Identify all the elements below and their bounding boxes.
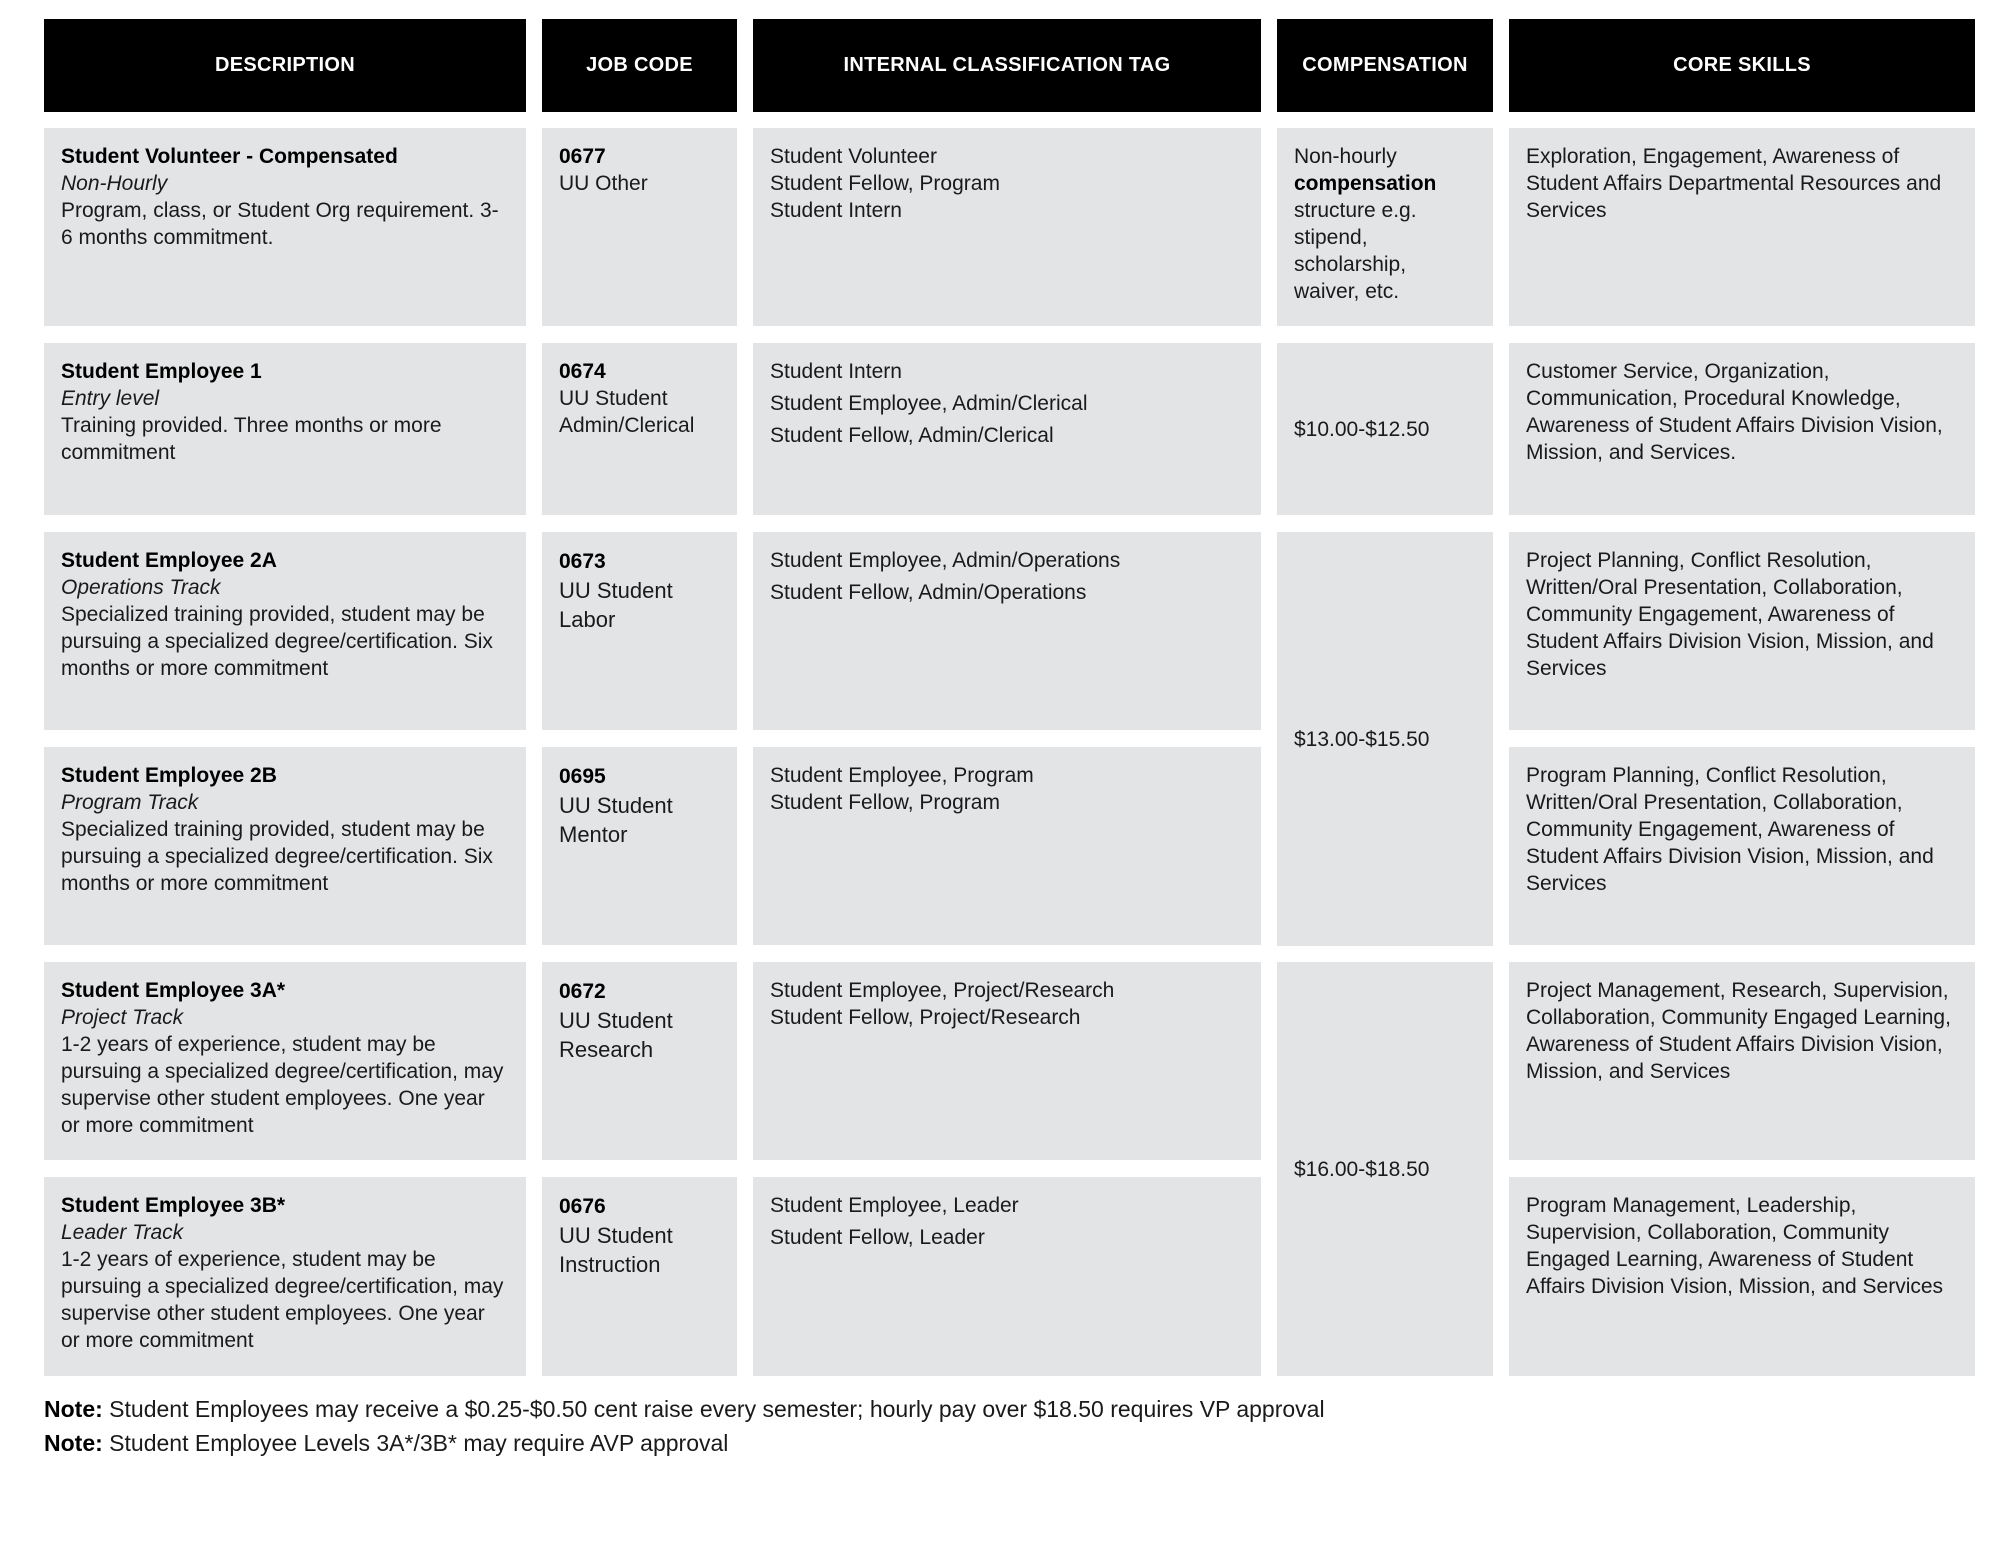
classification-tag: Student Fellow, Admin/Operations: [770, 581, 1087, 604]
classification-tag: Student Employee, Leader: [770, 1194, 1019, 1217]
job-code: 0673: [559, 550, 606, 573]
description-cell: [44, 532, 526, 730]
role-track: Program Track: [61, 791, 199, 814]
role-title: Student Volunteer - Compensated: [61, 145, 398, 168]
classification-cell: [753, 1177, 1261, 1376]
note-line: [44, 1430, 728, 1457]
classification-cell: [753, 962, 1261, 1160]
classification-tag: Student Volunteer: [770, 145, 937, 168]
core-skills-cell: [1509, 962, 1975, 1160]
job-code-label: UU Student Instruction: [559, 1223, 673, 1277]
description-cell: [44, 343, 526, 515]
role-track: Operations Track: [61, 576, 221, 599]
classification-tag: Student Fellow, Project/Research: [770, 1006, 1081, 1029]
job-code-cell: [542, 1177, 737, 1376]
job-code-label: UU Student Labor: [559, 578, 673, 632]
role-track: Leader Track: [61, 1221, 184, 1244]
compensation-cell: [1277, 343, 1493, 515]
job-code-cell: [542, 532, 737, 730]
classification-tag: Student Fellow, Admin/Clerical: [770, 424, 1054, 447]
classification-tag: Student Fellow, Program: [770, 791, 1000, 814]
compensation-range: $10.00-$12.50: [1294, 417, 1430, 441]
classification-tag: Student Fellow, Program: [770, 172, 1000, 195]
core-skills-cell: [1509, 1177, 1975, 1376]
job-code-label: UU Other: [559, 172, 648, 195]
core-skills-text: Program Management, Leadership, Supervision, Collaboration, Community Engaged Learning, Awareness of Student Affairs Division Vision, Mission, and Services: [1526, 1194, 1944, 1298]
compensation-range: $13.00-$15.50: [1294, 727, 1430, 751]
header-compensation: COMPENSATION: [1277, 19, 1493, 112]
note-label: Note:: [44, 1396, 103, 1422]
job-code: 0674: [559, 360, 606, 383]
classification-tag: Student Employee, Admin/Operations: [770, 549, 1121, 572]
core-skills-cell: [1509, 532, 1975, 730]
role-track: Non-Hourly: [61, 172, 168, 195]
compensation-cell: [1277, 962, 1493, 1376]
job-code-cell: [542, 962, 737, 1160]
role-details: Training provided. Three months or more commitment: [61, 414, 442, 464]
role-details: Specialized training provided, student may be pursuing a specialized degree/certification. Six months or more commitment: [61, 818, 493, 895]
core-skills-text: Program Planning, Conflict Resolution, Written/Oral Presentation, Collaboration, Community Engagement, Awareness of Student Affairs Division Vision, Mission, and Services: [1526, 764, 1934, 895]
note-text: Student Employees may receive a $0.25-$0.50 cent raise every semester; hourly pay over $18.50 requires VP approval: [109, 1396, 1325, 1422]
classification-cell: [753, 747, 1261, 945]
classification-tag: Student Employee, Program: [770, 764, 1034, 787]
description-cell: [44, 747, 526, 945]
header-classification: INTERNAL CLASSIFICATION TAG: [753, 19, 1261, 112]
role-track: Project Track: [61, 1006, 184, 1029]
role-details: 1-2 years of experience, student may be pursuing a specialized degree/certification, may supervise other student employees. One year or more commitment: [61, 1248, 504, 1352]
classification-cell: [753, 128, 1261, 326]
role-track: Entry level: [61, 387, 160, 410]
classification-tag: Student Intern: [770, 199, 902, 222]
role-title: Student Employee 2A: [61, 549, 277, 572]
core-skills-text: Project Planning, Conflict Resolution, Written/Oral Presentation, Collaboration, Community Engagement, Awareness of Student Affairs Division Vision, Mission, and Services: [1526, 549, 1934, 680]
header-core-skills: CORE SKILLS: [1509, 19, 1975, 112]
core-skills-cell: [1509, 747, 1975, 945]
description-cell: [44, 128, 526, 326]
core-skills-text: Customer Service, Organization, Communication, Procedural Knowledge, Awareness of Student Affairs Division Vision, Mission, and Services.: [1526, 360, 1943, 464]
classification-tag: Student Employee, Project/Research: [770, 979, 1115, 1002]
role-details: Specialized training provided, student may be pursuing a specialized degree/certification. Six months or more commitment: [61, 603, 493, 680]
job-code-cell: [542, 343, 737, 515]
job-code: 0672: [559, 980, 606, 1003]
header-description: DESCRIPTION: [44, 19, 526, 112]
compensation-emphasis: compensation: [1294, 172, 1437, 195]
job-code: 0677: [559, 145, 606, 168]
classification-tag: Student Intern: [770, 360, 902, 383]
classification-tag: Student Fellow, Leader: [770, 1226, 985, 1249]
note-line: [44, 1396, 1325, 1423]
job-code-label: UU Student Research: [559, 1008, 673, 1062]
classification-cell: [753, 532, 1261, 730]
job-code-cell: [542, 128, 737, 326]
description-cell: [44, 1177, 526, 1376]
core-skills-text: Project Management, Research, Supervision, Collaboration, Community Engaged Learning, Awareness of Student Affairs Division Vision, Mission, and Services: [1526, 979, 1951, 1083]
role-details: 1-2 years of experience, student may be pursuing a specialized degree/certification, may supervise other student employees. One year or more commitment: [61, 1033, 504, 1137]
header-job-code: JOB CODE: [542, 19, 737, 112]
classification-tag: Student Employee, Admin/Clerical: [770, 392, 1088, 415]
role-title: Student Employee 3B*: [61, 1194, 286, 1217]
core-skills-text: Exploration, Engagement, Awareness of Student Affairs Departmental Resources and Services: [1526, 145, 1942, 222]
compensation-text: Non-hourly: [1294, 145, 1397, 168]
compensation-range: $16.00-$18.50: [1294, 1157, 1430, 1181]
description-cell: [44, 962, 526, 1160]
compensation-cell: [1277, 128, 1493, 326]
job-code: 0676: [559, 1195, 606, 1218]
job-code-label: UU Student Mentor: [559, 793, 673, 847]
core-skills-cell: [1509, 343, 1975, 515]
role-title: Student Employee 1: [61, 360, 262, 383]
job-code-label: UU Student Admin/Clerical: [559, 387, 695, 437]
compensation-cell: [1277, 532, 1493, 946]
note-text: Student Employee Levels 3A*/3B* may require AVP approval: [109, 1430, 729, 1456]
role-title: Student Employee 3A*: [61, 979, 286, 1002]
note-label: Note:: [44, 1430, 103, 1456]
job-code-cell: [542, 747, 737, 945]
classification-cell: [753, 343, 1261, 515]
job-code: 0695: [559, 765, 606, 788]
core-skills-cell: [1509, 128, 1975, 326]
compensation-text: structure e.g. stipend, scholarship, waiver, etc.: [1294, 199, 1417, 303]
role-details: Program, class, or Student Org requirement. 3-6 months commitment.: [61, 199, 499, 249]
role-title: Student Employee 2B: [61, 764, 277, 787]
